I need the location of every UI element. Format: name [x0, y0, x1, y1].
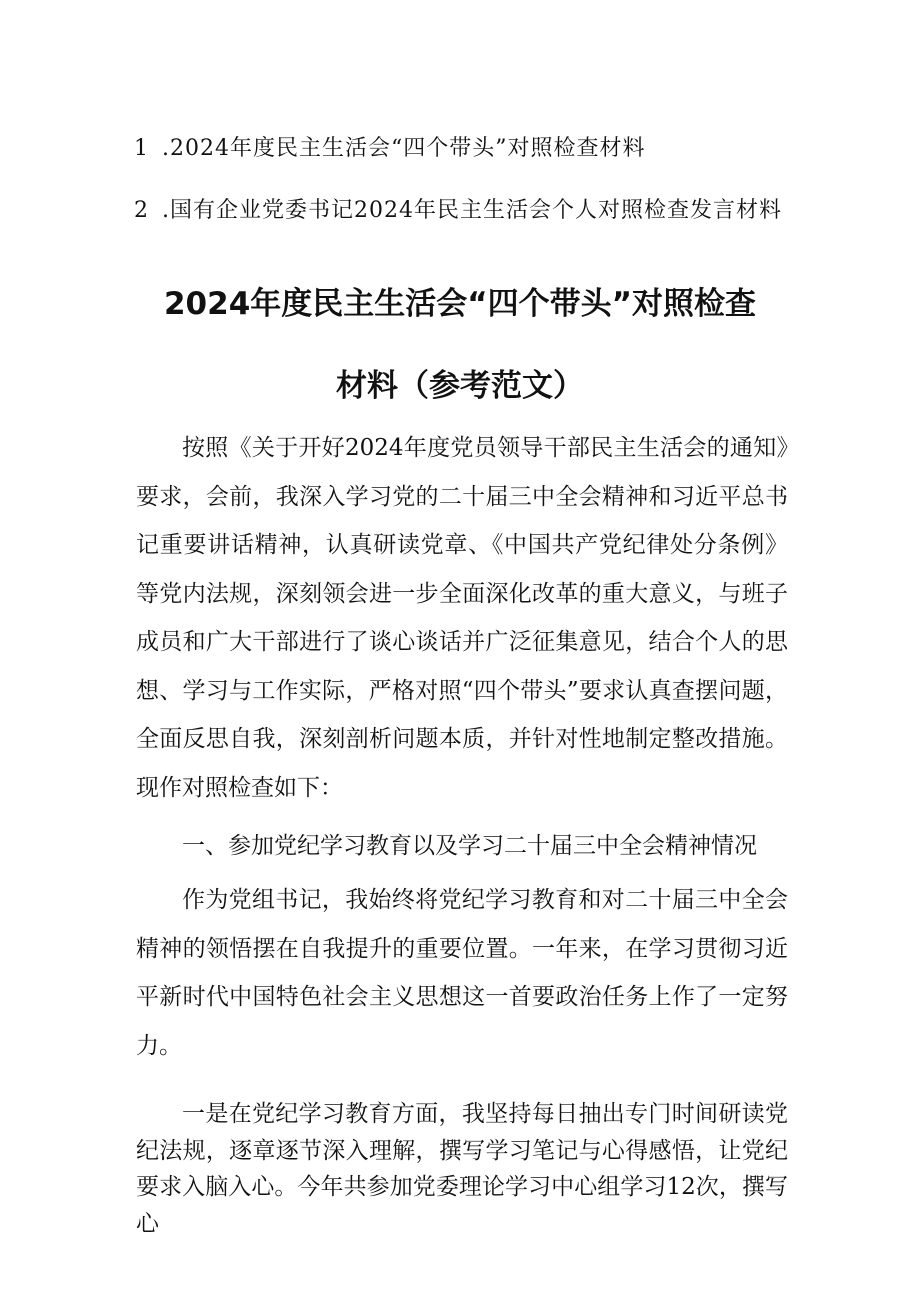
section-heading: [136, 822, 788, 871]
intro-paragraph: [136, 424, 788, 812]
document-title-line-1: 2024年度民主生活会“四个带头”对照检查: [163, 286, 757, 322]
section-heading-text: 一、参加党纪学习教育以及学习二十届三中全会精神情况: [182, 833, 757, 859]
section-paragraph-1: [136, 876, 788, 1070]
toc-item-1[interactable]: [134, 131, 645, 162]
toc-item-number: 1: [134, 136, 149, 161]
toc-item-number: 2: [134, 198, 149, 223]
paragraph-text: 一是在党纪学习教育方面，我坚持每日抽出专门时间研读党纪法规，逐章逐节深入理解，撰写学习笔记与心得感悟，让党纪要求入脑入心。今年共参加党委理论学习中心组学习12次，撰写心: [136, 1101, 788, 1237]
toc-item-text: .国有企业党委书记2024年民主生活会个人对照检查发言材料: [162, 198, 782, 223]
paragraph-text: 作为党组书记，我始终将党纪学习教育和对二十届三中全会精神的领悟摆在自我提升的重要位置。一年来，在学习贯彻习近平新时代中国特色社会主义思想这一首要政治任务上作了一定努力。: [136, 887, 788, 1059]
document-title-line-2: 材料（参考范文）: [336, 368, 584, 404]
toc-item-2[interactable]: [134, 193, 782, 224]
paragraph-text: 按照《关于开好2024年度党员领导干部民主生活会的通知》要求，会前，我深入学习党的二十届三中全会精神和习近平总书记重要讲话精神，认真研读党章、《中国共产党纪律处分条例》等党内法规，深刻领会进一步全面深化改革的重大意义，与班子成员和广大干部进行了谈心谈话并广泛征集意见，结合个人的思想、学习与工作实际，严格对照“四个带头”要求认真查摆问题，全面反思自我，深刻剖析问题本质，并针对性地制定整改措施。现作对照检查如下：: [136, 435, 788, 801]
toc-item-text: .2024年度民主生活会“四个带头”对照检查材料: [162, 136, 646, 161]
section-paragraph-2: [136, 1096, 788, 1242]
